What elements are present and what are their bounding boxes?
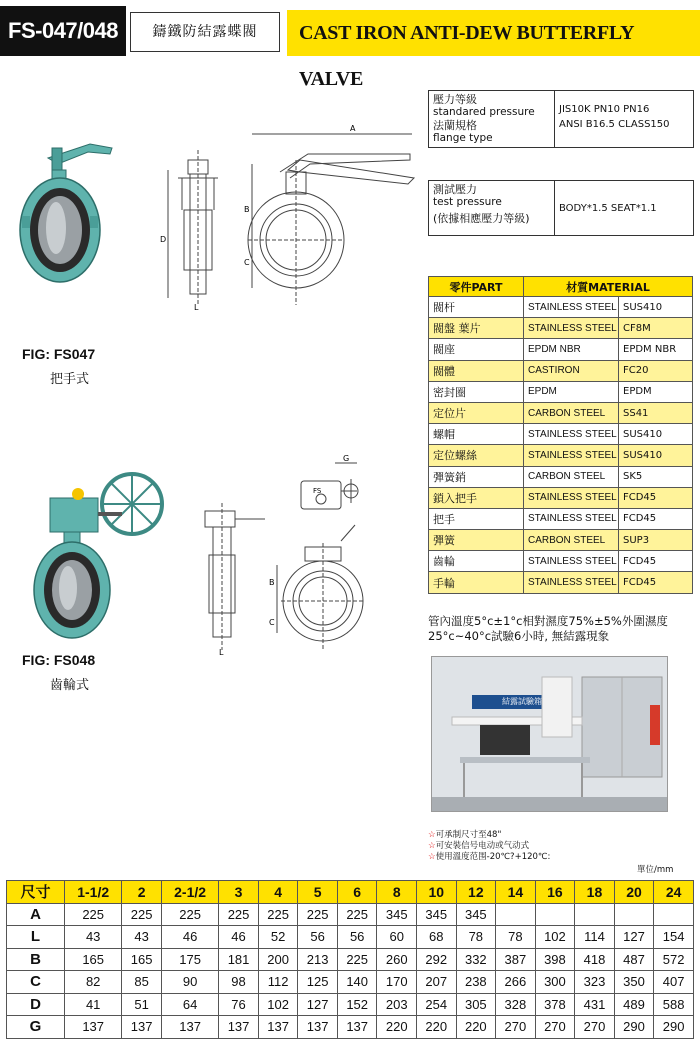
material-name: STAINLESS STEEL [524, 297, 619, 318]
dimension-header-row [7, 881, 694, 904]
material-name: STAINLESS STEEL [524, 424, 619, 445]
dimension-cell: 345 [377, 903, 417, 926]
dimension-cell: 254 [417, 993, 457, 1016]
part-name: 手輪 [429, 572, 524, 593]
dim-label-b: B [244, 205, 250, 214]
size-column-header: 16 [535, 881, 575, 904]
size-column-header: 6 [337, 881, 377, 904]
part-name: 把手 [429, 508, 524, 529]
dimension-cell: 489 [614, 993, 654, 1016]
dimension-cell: 90 [161, 971, 218, 994]
dimension-row [7, 971, 694, 994]
dimension-cell: 181 [219, 948, 259, 971]
part-name: 定位片 [429, 402, 524, 423]
dimension-cell: 431 [575, 993, 615, 1016]
dimension-table [6, 880, 694, 1039]
dimension-cell: 225 [65, 903, 122, 926]
dimension-cell: 225 [219, 903, 259, 926]
parts-row [429, 466, 693, 487]
dimension-cell: 323 [575, 971, 615, 994]
parts-row [429, 508, 693, 529]
pressure-label-en: standared pressure [433, 106, 535, 118]
parts-row [429, 381, 693, 402]
size-column-header: 24 [654, 881, 694, 904]
dimension-row-label: A [7, 903, 65, 926]
dimension-cell: 387 [496, 948, 536, 971]
dimension-cell: 200 [258, 948, 298, 971]
dimension-cell: 407 [654, 971, 694, 994]
chamber-sign: 結露試驗箱 [502, 697, 542, 706]
parts-row [429, 424, 693, 445]
fig1-sublabel: 把手式 [50, 372, 90, 387]
dimension-row-label: C [7, 971, 65, 994]
dimension-cell: 52 [258, 926, 298, 949]
dimension-cell [614, 903, 654, 926]
dimension-cell: 572 [654, 948, 694, 971]
dimension-cell [575, 903, 615, 926]
parts-row [429, 487, 693, 508]
size-column-header: 18 [575, 881, 615, 904]
parts-row [429, 318, 693, 339]
material-column-header: 材質MATERIAL [524, 277, 693, 297]
flange-label-zh: 法蘭規格 [433, 119, 477, 132]
dimension-cell: 225 [258, 903, 298, 926]
dimension-cell [496, 903, 536, 926]
parts-row [429, 360, 693, 381]
dimension-cell: 260 [377, 948, 417, 971]
material-grade: FCD45 [619, 551, 693, 572]
dimension-cell: 82 [65, 971, 122, 994]
dimension-cell: 170 [377, 971, 417, 994]
part-name: 密封圈 [429, 381, 524, 402]
star-icon: ☆ [428, 852, 436, 862]
feature-note-3-text: 使用溫度范围-20℃?+120℃: [435, 852, 551, 862]
feature-note-2 [428, 841, 550, 852]
feature-note-3 [428, 852, 550, 863]
test-label-zh: 測試壓力 [433, 183, 477, 196]
part-name: 彈簧 [429, 530, 524, 551]
part-name: 彈簧銷 [429, 466, 524, 487]
fs047-technical-drawing [160, 120, 420, 310]
spec-labels [429, 91, 555, 147]
dimension-cell: 290 [654, 1016, 694, 1039]
star-icon: ☆ [428, 841, 436, 851]
dimension-row [7, 948, 694, 971]
material-grade: SUS410 [619, 445, 693, 466]
dimension-cell: 137 [161, 1016, 218, 1039]
dimension-cell: 78 [456, 926, 496, 949]
flange-label-en: flange type [433, 132, 493, 144]
dimension-cell: 220 [456, 1016, 496, 1039]
dimension-cell: 225 [298, 903, 338, 926]
flange-value: ANSI B16.5 CLASS150 [559, 119, 670, 130]
material-name: STAINLESS STEEL [524, 508, 619, 529]
dimension-cell: 56 [337, 926, 377, 949]
test-label-note: (依據相應壓力等級) [433, 212, 530, 225]
dimension-cell: 154 [654, 926, 694, 949]
dimension-cell: 588 [654, 993, 694, 1016]
test-value: BODY*1.5 SEAT*1.1 [559, 203, 657, 214]
part-name: 定位螺絲 [429, 445, 524, 466]
dimension-cell: 137 [65, 1016, 122, 1039]
dimension-cell: 350 [614, 971, 654, 994]
size-column-header: 5 [298, 881, 338, 904]
gearbox [50, 498, 98, 532]
dimension-cell: 290 [614, 1016, 654, 1039]
fig2-label: FIG: FS048 [22, 652, 96, 668]
dimension-cell: 175 [161, 948, 218, 971]
dimension-cell: 332 [456, 948, 496, 971]
size-column-header: 8 [377, 881, 417, 904]
dim-label-b2: B [269, 578, 275, 587]
dimension-cell: 56 [298, 926, 338, 949]
dim-label-l2: L [219, 648, 224, 657]
size-column-header: 12 [456, 881, 496, 904]
dimension-row-label: D [7, 993, 65, 1016]
size-column-header: 20 [614, 881, 654, 904]
dimension-cell [535, 903, 575, 926]
part-column-header: 零件PART [429, 277, 524, 297]
dimension-cell: 345 [417, 903, 457, 926]
header [0, 6, 700, 90]
dimension-cell: 305 [456, 993, 496, 1016]
feature-note-2-text: 可安裝信号电动或气动式 [435, 841, 530, 851]
size-column-header: 2-1/2 [161, 881, 218, 904]
dimension-cell: 46 [219, 926, 259, 949]
pressure-flange-spec [428, 90, 694, 148]
material-name: STAINLESS STEEL [524, 318, 619, 339]
dimension-cell: 398 [535, 948, 575, 971]
dimension-cell: 78 [496, 926, 536, 949]
size-column-header: 14 [496, 881, 536, 904]
dimension-cell: 225 [122, 903, 162, 926]
dimension-cell: 225 [161, 903, 218, 926]
dimension-cell: 328 [496, 993, 536, 1016]
dimension-cell: 76 [219, 993, 259, 1016]
dimension-cell: 41 [65, 993, 122, 1016]
dim-label-d: D [160, 235, 167, 244]
dimension-cell: 102 [535, 926, 575, 949]
dimension-cell: 102 [258, 993, 298, 1016]
material-grade: SUS410 [619, 424, 693, 445]
dimension-cell: 165 [65, 948, 122, 971]
dimension-body [7, 903, 694, 1038]
dimension-cell: 165 [122, 948, 162, 971]
parts-row [429, 402, 693, 423]
dimension-cell: 203 [377, 993, 417, 1016]
dimension-row-label: G [7, 1016, 65, 1039]
dimension-cell: 270 [535, 1016, 575, 1039]
part-name: 螺帽 [429, 424, 524, 445]
dimension-cell: 85 [122, 971, 162, 994]
dimension-cell: 220 [417, 1016, 457, 1039]
test-label-en: test pressure [433, 196, 502, 208]
dimension-row [7, 993, 694, 1016]
parts-row [429, 551, 693, 572]
test-pressure-spec [428, 180, 694, 236]
part-name: 齒輪 [429, 551, 524, 572]
valve-fs047-illustration [12, 130, 122, 290]
material-grade: FC20 [619, 360, 693, 381]
dimension-cell: 114 [575, 926, 615, 949]
dimension-cell: 292 [417, 948, 457, 971]
dimension-cell: 213 [298, 948, 338, 971]
parts-row [429, 297, 693, 318]
dimension-cell: 207 [417, 971, 457, 994]
material-grade: SS41 [619, 402, 693, 423]
material-grade: EPDM NBR [619, 339, 693, 360]
material-name: CARBON STEEL [524, 402, 619, 423]
test-labels [429, 181, 555, 235]
model-code: FS-047/048 [0, 6, 126, 56]
feature-notes [428, 830, 550, 863]
material-name: EPDM NBR [524, 339, 619, 360]
size-column-header: 4 [258, 881, 298, 904]
part-name: 鎖入把手 [429, 487, 524, 508]
dimension-cell: 68 [417, 926, 457, 949]
dimension-row [7, 926, 694, 949]
material-name: STAINLESS STEEL [524, 445, 619, 466]
material-grade: FCD45 [619, 572, 693, 593]
dimension-cell: 487 [614, 948, 654, 971]
unit-label: 單位/mm [637, 865, 674, 875]
part-name: 閥盤 葉片 [429, 318, 524, 339]
size-column-header: 10 [417, 881, 457, 904]
parts-row [429, 572, 693, 593]
fig2-sublabel: 齒輪式 [50, 678, 90, 693]
part-name: 閥體 [429, 360, 524, 381]
dim-label-l: L [194, 303, 199, 312]
feature-note-1 [428, 830, 550, 841]
dimension-cell: 64 [161, 993, 218, 1016]
lever-grip [52, 148, 62, 170]
anti-dew-test-note [428, 614, 696, 644]
parts-row [429, 339, 693, 360]
test-chamber-photo [431, 656, 668, 812]
dimension-cell: 137 [337, 1016, 377, 1039]
dim-label-g: G [343, 454, 350, 463]
material-grade: SUS410 [619, 297, 693, 318]
material-name: CASTIRON [524, 360, 619, 381]
parts-body [429, 297, 693, 594]
dimension-cell: 225 [337, 903, 377, 926]
dimension-cell: 127 [614, 926, 654, 949]
size-column-header: 3 [219, 881, 259, 904]
material-grade: SUP3 [619, 530, 693, 551]
dimension-cell: 112 [258, 971, 298, 994]
size-header: 尺寸 [7, 881, 65, 904]
dimension-cell: 137 [258, 1016, 298, 1039]
dimension-cell: 225 [337, 948, 377, 971]
dimension-cell: 378 [535, 993, 575, 1016]
dimension-cell: 418 [575, 948, 615, 971]
material-name: STAINLESS STEEL [524, 551, 619, 572]
pressure-label-zh: 壓力等級 [433, 93, 477, 106]
parts-row [429, 530, 693, 551]
fs048-technical-drawing [195, 455, 365, 655]
dimension-cell: 300 [535, 971, 575, 994]
valve-fs048-illustration [22, 470, 172, 640]
dimension-cell: 137 [298, 1016, 338, 1039]
pressure-value: JIS10K PN10 PN16 [559, 104, 650, 115]
part-name: 閥杆 [429, 297, 524, 318]
dim-label-fs: FS [313, 487, 322, 495]
part-name: 閥座 [429, 339, 524, 360]
material-grade: EPDM [619, 381, 693, 402]
material-name: EPDM [524, 381, 619, 402]
dimension-cell: 238 [456, 971, 496, 994]
dimension-row [7, 903, 694, 926]
fig1-label: FIG: FS047 [22, 346, 96, 362]
dimension-cell: 43 [65, 926, 122, 949]
parts-header-row [429, 277, 693, 297]
dimension-cell: 46 [161, 926, 218, 949]
dimension-cell: 137 [219, 1016, 259, 1039]
dimension-cell: 152 [337, 993, 377, 1016]
material-grade: FCD45 [619, 508, 693, 529]
size-column-header: 2 [122, 881, 162, 904]
dimension-cell: 140 [337, 971, 377, 994]
dimension-cell: 220 [377, 1016, 417, 1039]
dimension-cell: 127 [298, 993, 338, 1016]
material-grade: CF8M [619, 318, 693, 339]
test-note-line2: 25°c~40°c試驗6小時, 無結露現象 [428, 629, 610, 643]
dimension-cell [654, 903, 694, 926]
dimension-cell: 270 [575, 1016, 615, 1039]
dimension-cell: 98 [219, 971, 259, 994]
dimension-cell: 137 [122, 1016, 162, 1039]
title-english: CAST IRON ANTI-DEW BUTTERFLY VALVE [287, 10, 700, 56]
feature-note-1-text: 可承制尺寸至48" [435, 830, 502, 840]
parts-material-table [428, 276, 693, 594]
parts-row [429, 445, 693, 466]
title-chinese: 鑄鐵防結露蝶閥 [130, 12, 280, 52]
size-column-header: 1-1/2 [65, 881, 122, 904]
dimension-row-label: B [7, 948, 65, 971]
dim-label-c: C [244, 258, 250, 267]
dimension-row [7, 1016, 694, 1039]
material-grade: SK5 [619, 466, 693, 487]
dimension-cell: 51 [122, 993, 162, 1016]
dimension-cell: 270 [496, 1016, 536, 1039]
dimension-cell: 345 [456, 903, 496, 926]
dim-label-c2: C [269, 618, 275, 627]
material-name: STAINLESS STEEL [524, 487, 619, 508]
dimension-row-label: L [7, 926, 65, 949]
dimension-cell: 43 [122, 926, 162, 949]
star-icon: ☆ [428, 830, 436, 840]
material-grade: FCD45 [619, 487, 693, 508]
test-note-line1: 管內溫度5°c±1°c相對濕度75%±5%外圍濕度 [428, 614, 668, 628]
dimension-cell: 266 [496, 971, 536, 994]
dimension-cell: 60 [377, 926, 417, 949]
material-name: CARBON STEEL [524, 466, 619, 487]
dimension-cell: 125 [298, 971, 338, 994]
material-name: CARBON STEEL [524, 530, 619, 551]
dim-label-a: A [350, 124, 356, 133]
material-name: STAINLESS STEEL [524, 572, 619, 593]
